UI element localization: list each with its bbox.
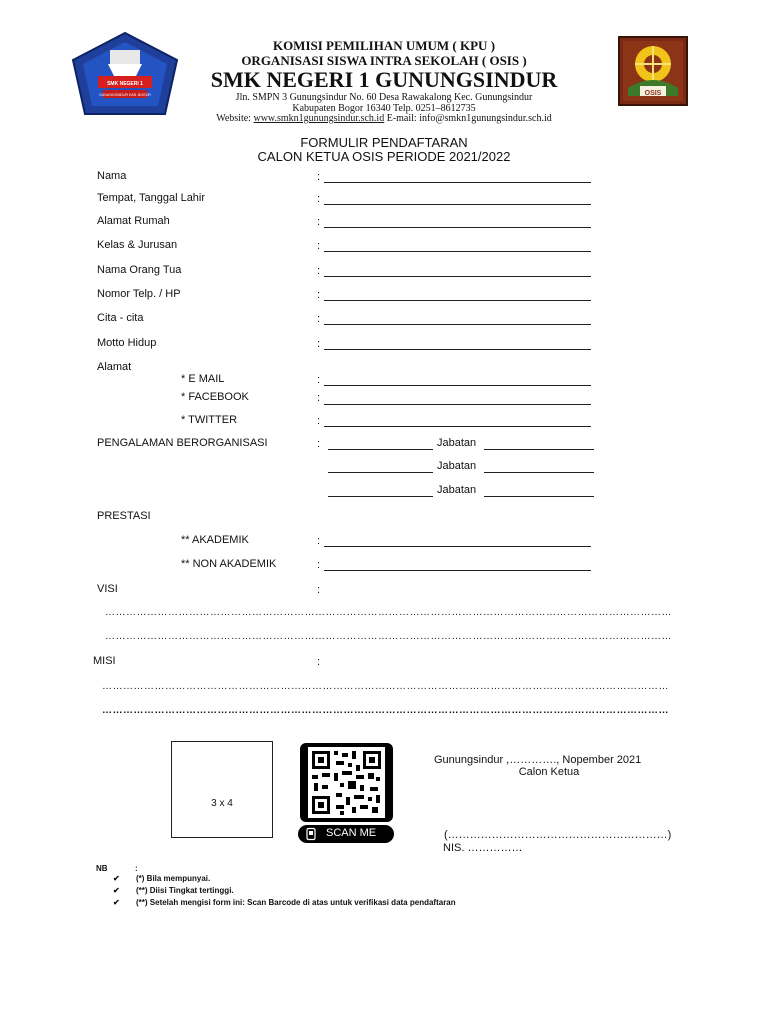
field-input-ttl[interactable] xyxy=(324,204,591,205)
organisasi-input[interactable] xyxy=(328,472,433,473)
non-akademik-label: ** NON AKADEMIK xyxy=(181,558,277,570)
field-input-facebook[interactable] xyxy=(324,404,591,405)
header-contact xyxy=(150,113,618,125)
field-colon: : xyxy=(317,265,321,277)
field-label-cita: Cita - cita xyxy=(97,312,144,324)
field-input-twitter[interactable] xyxy=(324,426,591,427)
field-colon: : xyxy=(317,392,321,404)
visi-label: VISI xyxy=(97,583,118,595)
note-item: (**) Setelah mengisi form ini: Scan Barcode di atas untuk verifikasi data pendaftaran xyxy=(136,898,456,907)
email-text: info@smkn1gunungsindur.sch.id xyxy=(419,113,552,124)
field-colon: : xyxy=(317,584,321,596)
email-label-field: * E MAIL xyxy=(181,373,225,385)
facebook-label: * FACEBOOK xyxy=(181,391,249,403)
place-date: Gunungsindur ,…………., Nopember 2021 xyxy=(434,754,642,766)
nb-colon: : xyxy=(135,864,138,873)
osis-logo-text: OSIS xyxy=(644,90,662,97)
nb-label: NB xyxy=(96,864,108,873)
field-label-ttl: Tempat, Tanggal Lahir xyxy=(97,192,206,204)
field-label-orang-tua: Nama Orang Tua xyxy=(97,264,182,276)
misi-line[interactable]: ……………………………………………………………………………………………………………………………………………… xyxy=(102,705,669,716)
website-label: Website: xyxy=(216,113,251,124)
header-address-2: Kabupaten Bogor 16340 Telp. 0251–8612735 xyxy=(292,103,476,114)
photo-box xyxy=(171,741,273,838)
misi-label: MISI xyxy=(93,655,116,667)
qr-code-icon xyxy=(300,743,393,822)
field-colon: : xyxy=(317,240,321,252)
jabatan-label: Jabatan xyxy=(437,484,477,496)
email-label: E-mail: xyxy=(386,113,417,124)
website-link[interactable]: www.smkn1gunungsindur.sch.id xyxy=(253,113,385,124)
note-item: (*) Bila mempunyai. xyxy=(136,874,211,883)
school-logo-text-bottom: GUNUNGSINDUR KAB. BOGOR xyxy=(99,93,151,97)
field-colon: : xyxy=(317,171,321,183)
nis-field[interactable]: NIS. …………… xyxy=(443,842,523,854)
field-label-nama: Nama xyxy=(97,170,127,182)
photo-label: 3 x 4 xyxy=(211,798,233,809)
field-colon: : xyxy=(317,193,321,205)
jabatan-input[interactable] xyxy=(484,472,594,473)
header-school-name: SMK NEGERI 1 GUNUNGSINDUR xyxy=(210,67,558,92)
twitter-label: * TWITTER xyxy=(181,414,238,426)
scan-me-label: SCAN ME xyxy=(326,827,377,839)
field-label-alamat-rumah: Alamat Rumah xyxy=(97,215,170,227)
field-input-telp[interactable] xyxy=(324,300,591,301)
signature-line[interactable]: (……………………………………………………) xyxy=(444,829,672,841)
visi-line[interactable]: ……………………………………………………………………………………………………………………………………………… xyxy=(105,607,672,618)
pengalaman-label: PENGALAMAN BERORGANISASI xyxy=(97,437,268,449)
organisasi-input[interactable] xyxy=(328,496,433,497)
header-kpu: KOMISI PEMILIHAN UMUM ( KPU ) xyxy=(272,38,496,53)
jabatan-input[interactable] xyxy=(484,496,594,497)
field-colon: : xyxy=(317,289,321,301)
qr-frame[interactable] xyxy=(300,743,393,822)
check-icon: ✔ xyxy=(113,886,120,895)
form-title: FORMULIR PENDAFTARAN xyxy=(300,135,468,150)
phone-icon xyxy=(306,828,316,840)
field-label-motto: Motto Hidup xyxy=(97,337,157,349)
field-input-non-akademik[interactable] xyxy=(324,570,591,571)
alamat-label: Alamat xyxy=(97,361,132,373)
note-item: (**) Diisi Tingkat tertinggi. xyxy=(136,886,234,895)
field-colon: : xyxy=(317,535,321,547)
header-address-1: Jln. SMPN 3 Gunungsindur No. 60 Desa Rawakalong Kec. Gunungsindur xyxy=(235,92,533,103)
field-colon: : xyxy=(317,374,321,386)
akademik-label: ** AKADEMIK xyxy=(181,534,249,546)
field-input-kelas[interactable] xyxy=(324,251,591,252)
jabatan-label: Jabatan xyxy=(437,437,477,449)
visi-line[interactable]: ……………………………………………………………………………………………………………………………………………… xyxy=(105,631,672,642)
field-input-motto[interactable] xyxy=(324,349,591,350)
field-colon: : xyxy=(317,313,321,325)
check-icon: ✔ xyxy=(113,874,120,883)
signatory-role: Calon Ketua xyxy=(518,766,580,778)
misi-line[interactable]: ……………………………………………………………………………………………………………………………………………… xyxy=(102,681,669,692)
organisasi-input[interactable] xyxy=(328,449,433,450)
field-input-nama[interactable] xyxy=(324,182,591,183)
prestasi-label: PRESTASI xyxy=(97,510,151,522)
form-subtitle: CALON KETUA OSIS PERIODE 2021/2022 xyxy=(257,149,511,164)
field-colon: : xyxy=(317,438,321,450)
school-logo-text-top: SMK NEGERI 1 xyxy=(107,81,143,87)
field-colon: : xyxy=(317,415,321,427)
check-icon: ✔ xyxy=(113,898,120,907)
field-colon: : xyxy=(317,559,321,571)
field-label-telp: Nomor Telp. / HP xyxy=(97,288,181,300)
field-input-alamat-rumah[interactable] xyxy=(324,227,591,228)
field-input-orang-tua[interactable] xyxy=(324,276,591,277)
field-colon: : xyxy=(317,216,321,228)
osis-logo xyxy=(618,36,688,106)
field-input-email[interactable] xyxy=(324,385,591,386)
field-input-akademik[interactable] xyxy=(324,546,591,547)
header-osis: ORGANISASI SISWA INTRA SEKOLAH ( OSIS ) xyxy=(241,53,527,68)
field-label-kelas: Kelas & Jurusan xyxy=(97,239,178,251)
jabatan-input[interactable] xyxy=(484,449,594,450)
field-colon: : xyxy=(317,338,321,350)
jabatan-label: Jabatan xyxy=(437,460,477,472)
field-input-cita[interactable] xyxy=(324,324,591,325)
field-colon: : xyxy=(317,656,321,668)
scan-me-button[interactable] xyxy=(298,825,394,843)
